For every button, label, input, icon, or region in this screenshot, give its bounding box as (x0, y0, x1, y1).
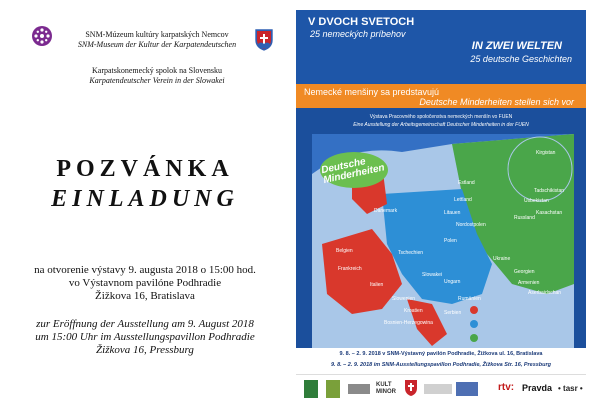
museum-logo-icon (32, 26, 52, 46)
society-coat-of-arms-icon (254, 28, 274, 52)
museum-header (62, 30, 252, 50)
region-label: Serbien (444, 310, 462, 316)
invitation-text-sk (0, 264, 290, 303)
exhibition-poster (296, 10, 586, 406)
region-label: Frankreich (338, 266, 362, 272)
invitation-sk-line: Žižkova 16, Bratislava (95, 290, 195, 302)
sponsor-logo-icon (304, 380, 318, 398)
region-label: Tschechien (398, 250, 424, 256)
region-label: Ungarn (444, 279, 461, 285)
invitation-title-sk: POZVÁNKA (56, 156, 234, 182)
exhibition-note-de: Eine Ausstellung der Arbeitsgemeinschaft Deutscher Minderheiten in der FUEN (353, 122, 529, 128)
region-label: Lettland (454, 197, 472, 203)
banner-text-sk: Nemecké menšiny sa predstavujú (304, 87, 440, 97)
map-title: Deutsche Minderheiten (320, 156, 386, 187)
invitation-de-line: Žižkova 16, Pressburg (96, 344, 194, 356)
sponsor-logo-icon (456, 380, 478, 398)
region-label: Kirgistan (536, 150, 556, 156)
region-label: Polen (444, 238, 457, 244)
pravda-logo: Pravda (522, 383, 553, 393)
rtv-logo: rtv: (498, 382, 515, 393)
society-name-de: Karpatendeutscher Verein in der Slowakei (89, 76, 225, 85)
region-label: Belgien (336, 248, 353, 254)
museum-name-de: SNM-Museum der Kultur der Karpatendeutschen (77, 40, 237, 49)
region-label: Nordostpolen (456, 222, 486, 228)
invitation-sk-line: na otvorenie výstavy 9. augusta 2018 o 15:00 hod. (34, 264, 256, 276)
society-header (62, 66, 252, 86)
sponsor-logo-icon (326, 380, 340, 398)
sponsor-logo-icon (424, 382, 452, 396)
banner-text-de: Deutsche Minderheiten stellen sich vor (419, 97, 574, 107)
invitation-text-panel (0, 0, 290, 418)
kult-minor-logo: KULT MINOR (376, 382, 396, 395)
region-label: Aserbaidschan (528, 290, 562, 296)
region-label: Slowenien (392, 296, 416, 302)
legend-green-marker (470, 334, 478, 342)
slovak-coat-of-arms-icon (404, 379, 418, 397)
exhibition-note-sk: Výstava Pracovného spoločenstva nemeckých menšín vo FUEN (369, 114, 513, 120)
poster-title-de: IN ZWEI WELTEN (471, 40, 562, 52)
poster-subtitle-de: 25 deutsche Geschichten (470, 54, 572, 64)
invitation-de-line: zur Eröffnung der Ausstellung am 9. August 2018 (36, 318, 254, 330)
region-label: Tadschikistan (534, 188, 565, 194)
poster-subtitle-sk: 25 nemeckých príbehov (310, 29, 406, 39)
tasr-logo: • tasr • (558, 384, 583, 393)
region-label: Georgien (514, 269, 535, 275)
region-label: Usbekistan (524, 198, 549, 204)
region-label: Estland (458, 180, 475, 186)
exhibition-dates-de: 9. 8. – 2. 9. 2018 im SNM-Ausstellungspavillon Podhradie, Žižkova Str. 16, Pressburg (330, 362, 552, 368)
region-label: Dänemark (374, 208, 398, 214)
invitation-text-de (0, 318, 290, 357)
region-label: Italien (370, 282, 384, 288)
poster-title-sk: V DVOCH SVETOCH (308, 16, 415, 28)
region-label: Rumänien (458, 296, 481, 302)
region-label: Slowakei (422, 272, 443, 278)
legend-blue-marker (470, 320, 478, 328)
invitation-title-de: EINLADUNG (51, 186, 239, 212)
region-label: Kasachstan (536, 210, 563, 216)
exhibition-dates-sk: 9. 8. – 2. 9. 2018 v SNM-Výstavný pavilón Podhradie, Žižkova ul. 16, Bratislava (339, 351, 543, 357)
region-label: Kroatien (404, 308, 423, 314)
invitation-sk-line: vo Výstavnom pavilóne Podhradie (68, 277, 222, 289)
region-label: Bosnien-Herzegowina (384, 320, 433, 326)
sponsor-logo-icon (348, 380, 370, 398)
invitation-de-line: um 15:00 Uhr im Ausstellungspavillon Podhradie (35, 331, 255, 343)
legend-red-marker (470, 306, 478, 314)
museum-name-sk: SNM-Múzeum kultúry karpatských Nemcov (85, 30, 229, 39)
region-label: Russland (514, 215, 535, 221)
region-label: Armenien (518, 280, 540, 286)
region-label: Ukraine (493, 256, 511, 262)
region-label: Litauen (444, 210, 461, 216)
society-name-sk: Karpatskonemecký spolok na Slovensku (92, 66, 222, 75)
